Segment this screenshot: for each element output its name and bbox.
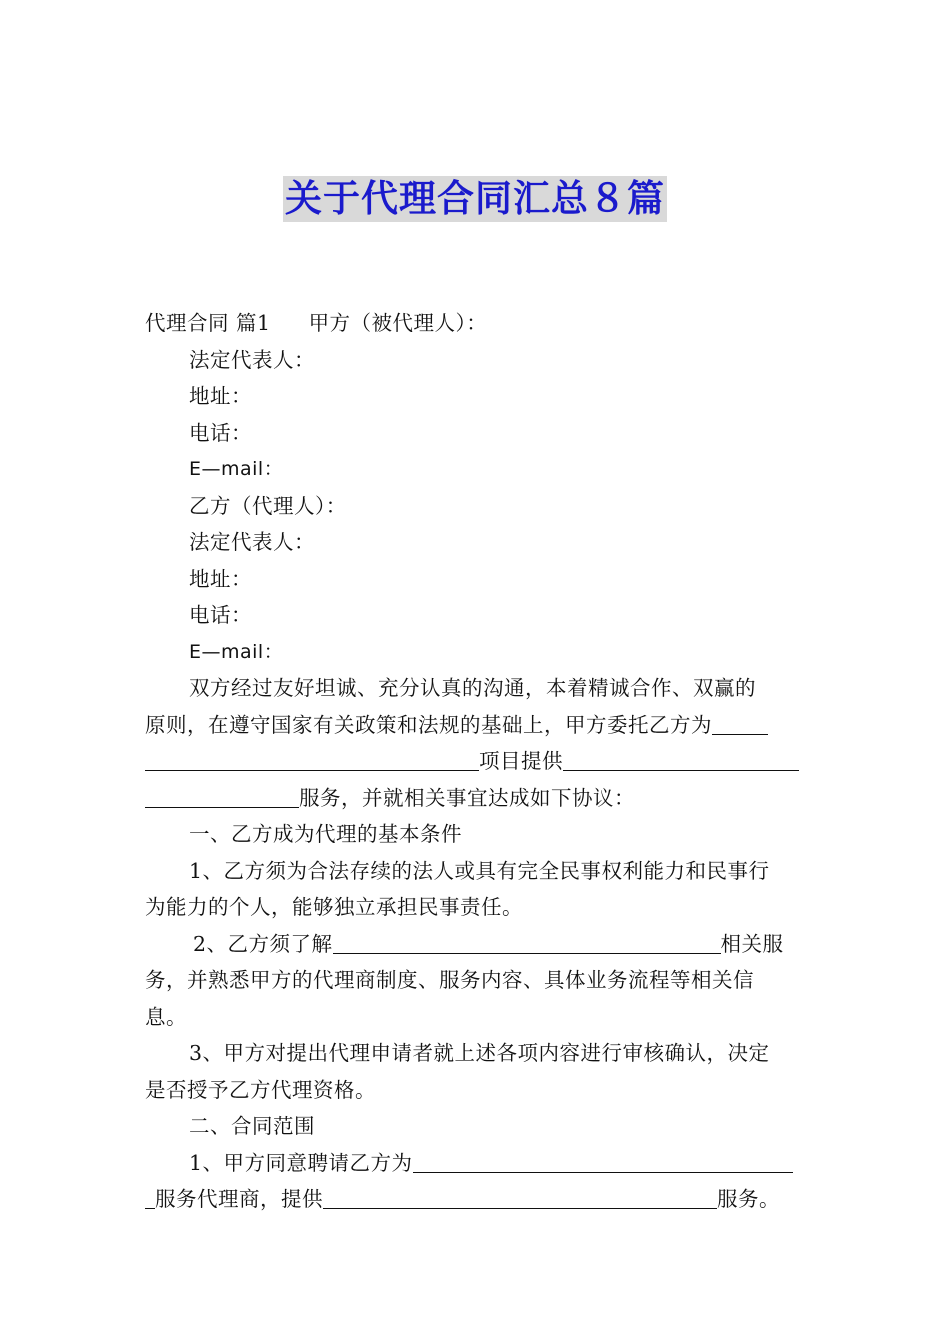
s1-item2-suffix: 相关服 [720,931,784,956]
section-2-heading: 二、合同范围 [189,1114,315,1138]
fill-blank [563,744,799,771]
intro-line-2-text: 原则，在遵守国家有关政策和法规的基础上，甲方委托乙方为 [145,712,712,737]
s2-item1-suffix: 服务。 [717,1187,780,1211]
s2-item1-mid: 服务代理商，提供 [155,1187,323,1211]
s2-item1-prefix: 1、甲方同意聘请乙方为 [189,1150,413,1175]
fill-blank [413,1146,793,1173]
s1-item2-line3: 息。 [145,1004,187,1029]
contract-heading: 代理合同 篇1 [145,311,271,335]
fill-blank [323,1182,717,1209]
fill-blank [145,744,479,771]
section-1-heading: 一、乙方成为代理的基本条件 [189,822,462,846]
s1-item1-line1: 1、乙方须为合法存续的法人或具有完全民事权利能力和民事行 [189,858,770,883]
fill-blank [145,1182,155,1209]
fill-blank [333,927,721,954]
intro-line-2 [145,707,807,744]
s1-item2-prefix: 2、乙方须了解 [193,931,333,956]
intro-line-4 [145,780,807,817]
s2-item1-line2 [145,1181,807,1218]
document-body [145,305,807,1218]
intro-line-3 [145,743,807,780]
party-b-label: 乙方（代理人）： [189,493,347,518]
party-a-email: E—mail： [189,458,284,480]
party-b-address: 地址： [189,566,252,591]
heading-row [145,305,807,342]
document-title: 关于代理合同汇总８篇 [285,177,665,220]
s1-item2-line2: 务，并熟悉甲方的代理商制度、服务内容、具体业务流程等相关信 [145,968,754,992]
intro-line-3-text: 项目提供 [479,749,563,773]
party-a-rep: 法定代表人： [189,347,315,372]
s2-item1-line1 [145,1145,807,1182]
intro-line-1: 双方经过友好坦诚、充分认真的沟通，本着精诚合作、双赢的 [189,676,756,700]
party-b-rep: 法定代表人： [189,530,315,554]
party-a-address: 地址： [189,384,252,408]
s1-item1-line2: 为能力的个人，能够独立承担民事责任。 [145,895,523,919]
party-b-phone: 电话： [189,603,252,627]
party-b-email: E—mail： [189,640,284,663]
fill-blank [712,708,768,735]
s1-item2-line1 [145,926,807,963]
fill-blank [145,781,299,808]
title-container [0,176,950,222]
intro-line-4-text: 服务，并就相关事宜达成如下协议： [299,785,635,810]
party-a-label: 甲方（被代理人）： [308,311,488,335]
s1-item3-line1: 3、甲方对提出代理申请者就上述各项内容进行审核确认，决定 [189,1041,770,1065]
party-a-phone: 电话： [189,420,252,445]
s1-item3-line2: 是否授予乙方代理资格。 [145,1077,376,1102]
